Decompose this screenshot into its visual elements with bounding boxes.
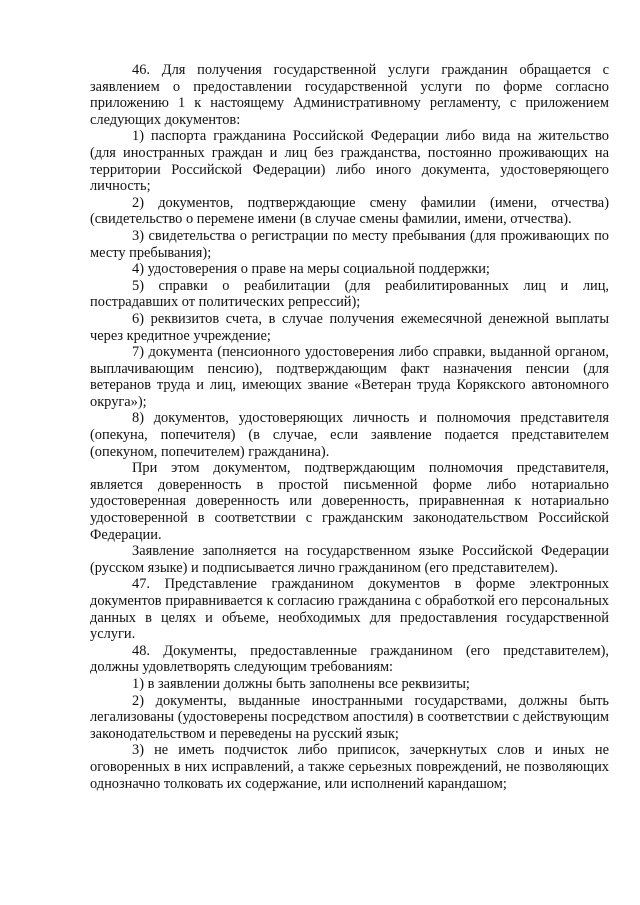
paragraph-47: 47. Представление гражданином документов в форме электронных документов приравнивается к согласию гражданина с обработкой его персональных данных в целях и объеме, необходимых для предоставления государственной услуги. — [90, 576, 609, 643]
list-item-rehabilitation: 5) справки о реабилитации (для реабилитированных лиц и лиц, пострадавших от политических репрессий); — [90, 277, 609, 311]
requirement-item-3: 3) не иметь подчисток либо приписок, зачеркнутых слов и иных не оговоренных в них исправлений, а также серьезных повреждений, не позволяющих однозначно толковать их содержание, или исполнений карандашом; — [90, 742, 609, 792]
list-item-name-change: 2) документов, подтверждающие смену фамилии (имени, отчества) (свидетельство о перемене имени (в случае смены фамилии, имени, отчества). — [90, 194, 609, 228]
paragraph-language: Заявление заполняется на государственном языке Российской Федерации (русском языке) и подписывается лично гражданином (его представителем). — [90, 543, 609, 576]
list-item-passport: 1) паспорта гражданина Российской Федерации либо вида на жительство (для иностранных граждан и лиц без гражданства, постоянно проживающих на территории Российской Федерации) либо иного документа, удостоверяющего личность; — [90, 128, 609, 195]
paragraph-46: 46. Для получения государственной услуги гражданин обращается с заявлением о предоставлении государственной услуги по форме согласно приложению 1 к настоящему Административному регламенту, с приложением следующих документов: — [90, 62, 609, 128]
list-item-support-certificate: 4) удостоверения о праве на меры социальной поддержки; — [132, 261, 490, 278]
requirement-item-1: 1) в заявлении должны быть заполнены все реквизиты; — [132, 675, 470, 692]
list-item-pension-document: 7) документа (пенсионного удостоверения либо справки, выданной органом, выплачивающим пенсию), подтверждающим факт назначения пенсии (для ветеранов труда и лиц, имеющих звание «Ветеран труда Корякского автономного округа»); — [90, 344, 609, 410]
paragraph-power-of-attorney: При этом документом, подтверждающим полномочия представителя, является доверенность в простой письменной форме либо нотариально удостоверенная доверенность или доверенность, приравненная к нотариально удостоверенной в соответствии с гражданским законодательством Российской Федерации. — [90, 460, 609, 543]
requirement-item-2: 2) документы, выданные иностранными государствами, должны быть легализованы (удостоверены посредством апостиля) в соответствии с действующим законодательством и переведены на русский язык; — [90, 692, 609, 742]
list-item-representative: 8) документов, удостоверяющих личность и полномочия представителя (опекуна, попечителя) (в случае, если заявление подается представителем (опекуном, попечителем) гражданина). — [90, 410, 609, 460]
paragraph-48: 48. Документы, предоставленные гражданином (его представителем), должны удовлетворять следующим требованиям: — [90, 642, 609, 676]
list-item-registration: 3) свидетельства о регистрации по месту пребывания (для проживающих по месту пребывания); — [90, 227, 609, 261]
list-item-account-details: 6) реквизитов счета, в случае получения ежемесячной денежной выплаты через кредитное учреждение; — [90, 310, 609, 344]
